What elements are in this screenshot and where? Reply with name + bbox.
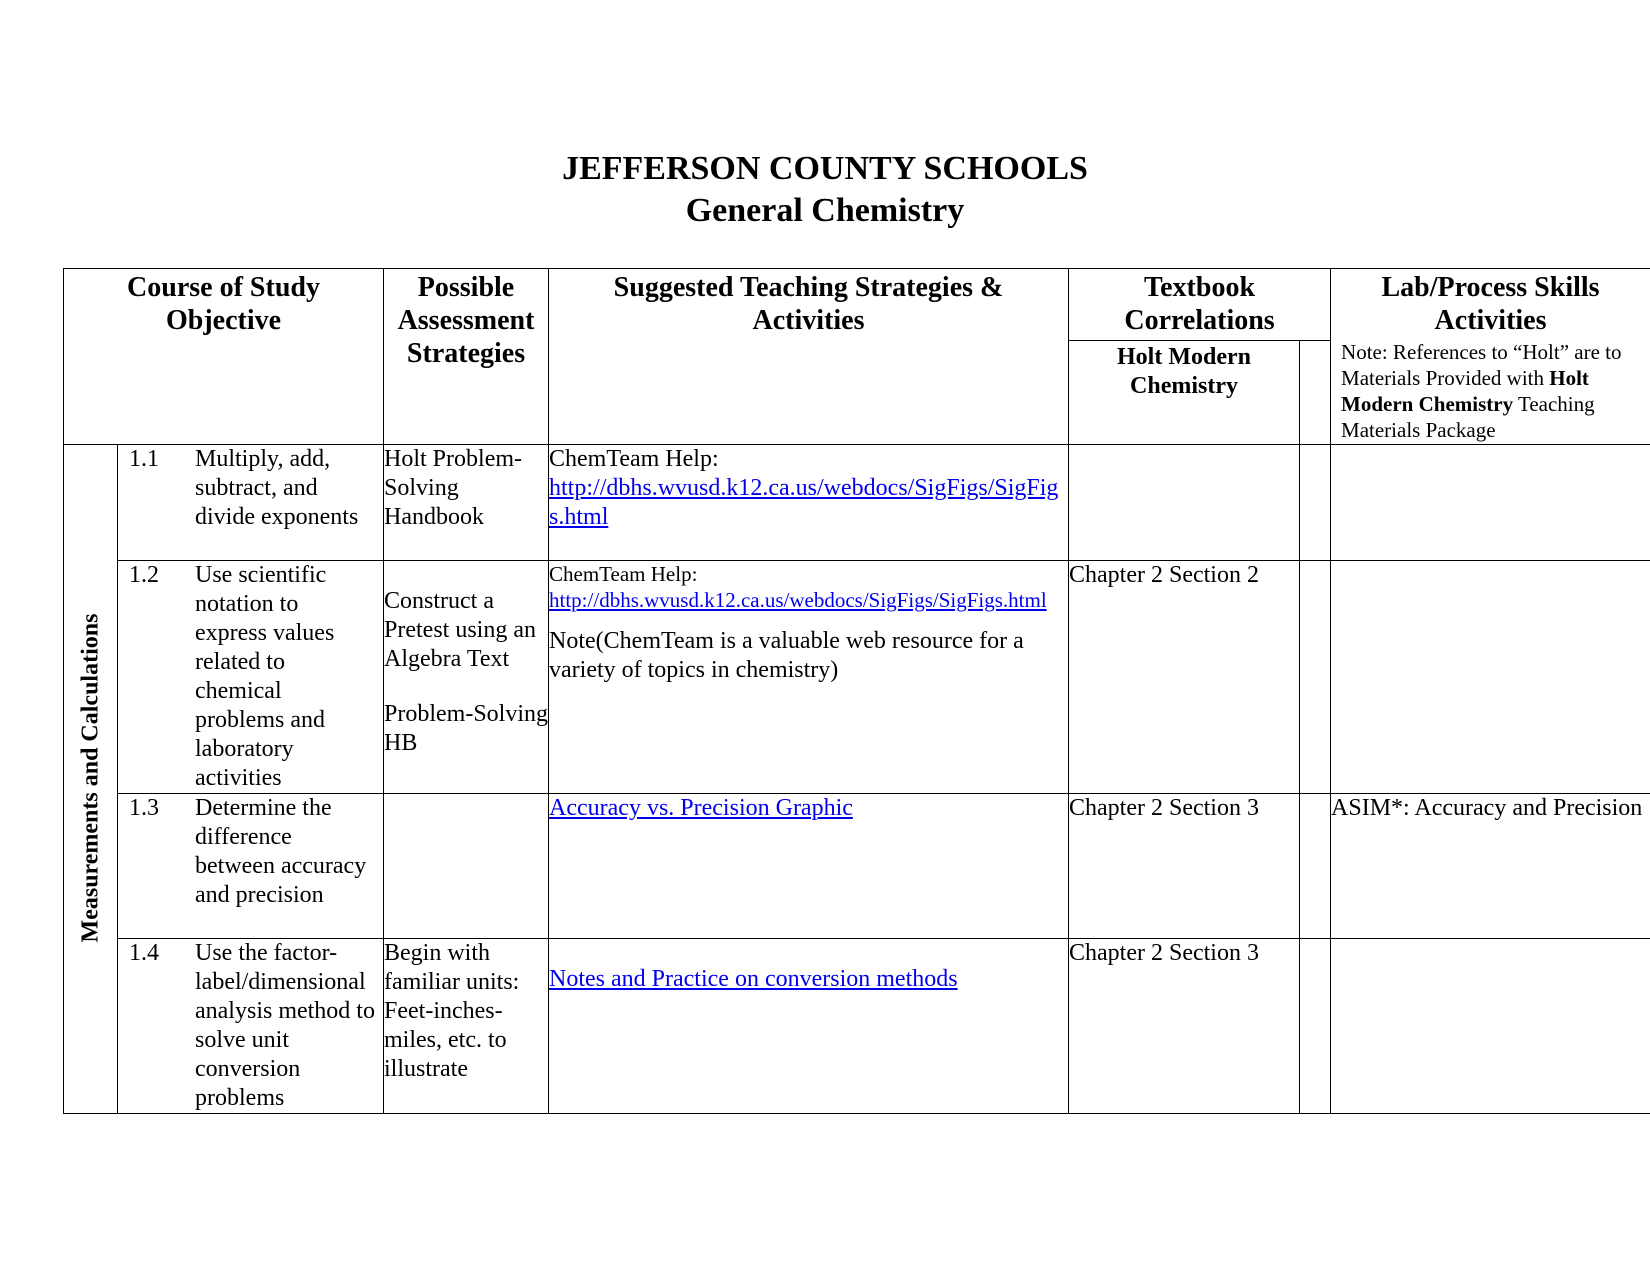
header-objective: Course of Study Objective	[127, 272, 320, 336]
strategy-cell	[549, 445, 1069, 561]
assessment-text: Holt Problem-Solving Handbook	[384, 446, 523, 530]
title-line-2: General Chemistry	[685, 192, 965, 229]
strategy-label: ChemTeam Help:	[549, 562, 698, 586]
header-textbook-sub: Holt Modern Chemistry	[1117, 344, 1251, 399]
textbook-cell	[1069, 445, 1300, 561]
header-textbook-sub-cell	[1069, 341, 1300, 445]
objective-cell	[118, 445, 384, 561]
lab-cell	[1331, 561, 1650, 794]
textbook-cell	[1069, 939, 1300, 1114]
table-row	[64, 445, 1650, 561]
lab-text: ASIM*: Accuracy and Precision	[1331, 795, 1643, 821]
header-lab: Lab/Process Skills Activities	[1381, 272, 1600, 336]
strategy-cell	[549, 561, 1069, 794]
strategy-link[interactable]: http://dbhs.wvusd.k12.ca.us/webdocs/SigFigs/SigFigs.html	[549, 588, 1047, 612]
strategy-cell	[549, 794, 1069, 939]
section-label-cell	[64, 445, 118, 1114]
document-title	[0, 148, 1650, 232]
objective-text: Use the factor-label/dimensional analysis method to solve unit conversion problems	[195, 940, 375, 1111]
narrow-cell	[1300, 794, 1331, 939]
assessment-cell	[384, 794, 549, 939]
header-strategies-cell	[549, 269, 1069, 445]
assessment-cell	[384, 445, 549, 561]
assessment-text-1: Construct a Pretest using an Algebra Text	[384, 588, 536, 672]
textbook-text: Chapter 2 Section 3	[1069, 795, 1259, 821]
objective-number: 1.3	[129, 795, 159, 821]
title-line-1: JEFFERSON COUNTY SCHOOLS	[562, 150, 1088, 187]
header-assessment: Possible Assessment Strategies	[397, 272, 535, 369]
table-row	[64, 561, 1650, 794]
narrow-cell	[1300, 445, 1331, 561]
lab-cell	[1331, 445, 1650, 561]
section-label: Measurements and Calculations	[77, 613, 103, 942]
assessment-cell	[384, 561, 549, 794]
strategy-link[interactable]: Notes and Practice on conversion methods	[549, 966, 958, 992]
textbook-cell	[1069, 794, 1300, 939]
strategy-cell	[549, 939, 1069, 1114]
objective-number: 1.4	[129, 940, 159, 966]
table-row	[64, 939, 1650, 1114]
objective-cell	[118, 561, 384, 794]
header-textbook-cell	[1069, 269, 1331, 341]
lab-note	[1331, 337, 1650, 443]
textbook-cell	[1069, 561, 1300, 794]
header-assessment-cell	[384, 269, 549, 445]
lab-cell	[1331, 794, 1650, 939]
objective-cell	[118, 794, 384, 939]
objective-number: 1.2	[129, 562, 159, 588]
objective-number: 1.1	[129, 446, 159, 472]
header-textbook: Textbook Correlations	[1124, 272, 1275, 336]
strategy-note: Note(ChemTeam is a valuable web resource for a variety of topics in chemistry)	[549, 628, 1024, 683]
narrow-cell	[1300, 561, 1331, 794]
strategy-link[interactable]: Accuracy vs. Precision Graphic	[549, 795, 853, 821]
strategy-link[interactable]: http://dbhs.wvusd.k12.ca.us/webdocs/SigFigs/SigFigs.html	[549, 475, 1059, 530]
table-row	[64, 794, 1650, 939]
lab-note-post: Teaching Materials Package	[1341, 392, 1595, 442]
textbook-text: Chapter 2 Section 2	[1069, 562, 1259, 588]
header-row	[64, 269, 1650, 341]
curriculum-table	[63, 268, 1650, 1114]
objective-text: Use scientific notation to express values related to chemical problems and laboratory activities	[195, 562, 335, 791]
textbook-text: Chapter 2 Section 3	[1069, 940, 1259, 966]
header-strategies: Suggested Teaching Strategies & Activities	[613, 272, 1004, 336]
header-objective-cell	[64, 269, 384, 445]
assessment-cell	[384, 939, 549, 1114]
objective-text: Multiply, add, subtract, and divide exponents	[195, 446, 359, 530]
objective-text: Determine the difference between accuracy and precision	[195, 795, 367, 908]
header-lab-cell	[1331, 269, 1650, 445]
assessment-text: Begin with familiar units: Feet-inches-miles, etc. to illustrate	[384, 940, 520, 1082]
narrow-cell	[1300, 939, 1331, 1114]
assessment-text-2: Problem-Solving HB	[384, 701, 549, 756]
lab-note-pre: Note: References to “Holt” are to Materials Provided with	[1341, 340, 1622, 390]
header-empty-narrow	[1300, 341, 1331, 445]
lab-note-bold: Holt Modern Chemistry	[1341, 366, 1589, 416]
lab-cell	[1331, 939, 1650, 1114]
objective-cell	[118, 939, 384, 1114]
strategy-label: ChemTeam Help:	[549, 446, 719, 472]
